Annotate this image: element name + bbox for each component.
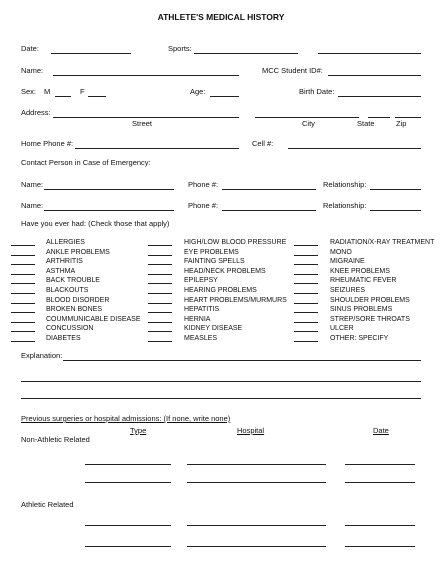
condition-checkbox-line[interactable]: [294, 341, 318, 342]
athletic-label: Athletic Related: [21, 500, 74, 509]
condition-checkbox-line[interactable]: [11, 303, 35, 304]
condition-label: SHOULDER PROBLEMS: [330, 296, 410, 304]
name-field[interactable]: [53, 75, 239, 76]
state-caption: State: [357, 119, 375, 128]
condition-checkbox-line[interactable]: [11, 274, 35, 275]
athletic-date-2[interactable]: [345, 546, 415, 547]
form-title: ATHLETE'S MEDICAL HISTORY: [157, 12, 285, 22]
sports-label: Sports:: [168, 44, 192, 53]
condition-label: KIDNEY DISEASE: [184, 325, 243, 333]
condition-label: COUMMUNICABLE DISEASE: [46, 315, 141, 323]
non-athletic-date-1[interactable]: [345, 464, 415, 465]
condition-label: ALLERGIES: [46, 239, 85, 246]
emergency-phone-label-1: Phone #:: [188, 180, 219, 189]
condition-label: STREP/SORE THROATS: [330, 315, 410, 323]
condition-checkbox-line[interactable]: [294, 312, 318, 313]
athletic-type-2[interactable]: [85, 546, 171, 547]
emergency-relationship-label-2: Relationship:: [323, 201, 367, 210]
condition-label: EPILEPSY: [184, 277, 218, 285]
emergency-name-label-2: Name:: [21, 201, 44, 210]
condition-checkbox-line[interactable]: [294, 264, 318, 265]
condition-checkbox-line[interactable]: [294, 274, 318, 275]
emergency-relationship-field-1[interactable]: [370, 189, 421, 190]
condition-checkbox-line[interactable]: [148, 341, 172, 342]
condition-checkbox-line[interactable]: [11, 245, 35, 246]
zip-caption: Zip: [396, 119, 407, 128]
condition-label: ULCER: [330, 325, 354, 333]
condition-checkbox-line[interactable]: [148, 264, 172, 265]
emergency-name-label-1: Name:: [21, 180, 44, 189]
sex-male-field[interactable]: [55, 96, 71, 97]
address-label: Address:: [21, 108, 51, 117]
home-phone-field[interactable]: [75, 148, 239, 149]
sports-field-1[interactable]: [194, 53, 298, 54]
condition-label: HEART PROBLEMS/MURMURS: [184, 296, 287, 304]
condition-checkbox-line[interactable]: [148, 303, 172, 304]
non-athletic-date-2[interactable]: [345, 482, 415, 483]
condition-label: OTHER: SPECIFY: [330, 334, 389, 342]
surgeries-hospital-header: Hospital: [237, 426, 265, 435]
emergency-relationship-field-2[interactable]: [370, 210, 421, 211]
condition-label: MIGRAINE: [330, 258, 365, 266]
condition-label: EYE PROBLEMS: [184, 248, 239, 256]
sex-label: Sex:: [21, 87, 37, 96]
condition-label: ARTHRITIS: [46, 258, 83, 266]
condition-checkbox-line[interactable]: [148, 331, 172, 332]
condition-label: DIABETES: [46, 334, 81, 342]
condition-label: RADIATION/X-RAY TREATMENT: [330, 239, 435, 246]
condition-label: BROKEN BONES: [46, 306, 103, 314]
condition-label: FAINTING SPELLS: [184, 258, 245, 266]
city-caption: City: [302, 119, 315, 128]
sports-field-2[interactable]: [318, 53, 421, 54]
non-athletic-hospital-1[interactable]: [187, 464, 326, 465]
address-state-field[interactable]: [368, 117, 390, 118]
condition-label: CONCUSSION: [46, 325, 94, 333]
birth-date-label: Birth Date:: [299, 87, 335, 96]
condition-label: MONO: [330, 248, 352, 256]
condition-checkbox-line[interactable]: [11, 312, 35, 313]
student-id-field[interactable]: [328, 75, 421, 76]
non-athletic-label: Non-Athletic Related: [21, 435, 90, 444]
non-athletic-type-1[interactable]: [85, 464, 171, 465]
sex-male-label: M: [44, 87, 51, 96]
condition-label: KNEE PROBLEMS: [330, 267, 390, 275]
condition-label: RHEUMATIC FEVER: [330, 277, 397, 285]
age-field[interactable]: [210, 96, 239, 97]
condition-checkbox-line[interactable]: [148, 245, 172, 246]
sex-female-field[interactable]: [88, 96, 106, 97]
condition-checkbox-line[interactable]: [11, 331, 35, 332]
condition-checkbox-line[interactable]: [148, 283, 172, 284]
condition-label: HEPATITIS: [184, 306, 220, 314]
address-street-field[interactable]: [53, 117, 239, 118]
condition-label: ASTHMA: [46, 267, 76, 275]
emergency-relationship-label-1: Relationship:: [323, 180, 367, 189]
condition-label: HEARING PROBLEMS: [184, 286, 257, 294]
condition-checkbox-line[interactable]: [148, 255, 172, 256]
condition-label: ANKLE PROBLEMS: [46, 248, 110, 256]
condition-checkbox-line[interactable]: [11, 255, 35, 256]
explanation-line-1[interactable]: [63, 360, 421, 361]
condition-checkbox-line[interactable]: [294, 303, 318, 304]
condition-label: BLACKOUTS: [46, 286, 89, 294]
surgeries-date-header: Date: [373, 426, 389, 435]
condition-checkbox-line[interactable]: [294, 245, 318, 246]
condition-checkbox-line[interactable]: [294, 331, 318, 332]
condition-label: HIGH/LOW BLOOD PRESSURE: [184, 239, 287, 246]
student-id-label: MCC Student ID#:: [262, 66, 323, 75]
condition-checkbox-line[interactable]: [148, 312, 172, 313]
condition-checkbox-line[interactable]: [148, 322, 172, 323]
emergency-phone-field-2[interactable]: [222, 210, 316, 211]
date-label: Date:: [21, 44, 39, 53]
athletic-hospital-1[interactable]: [187, 525, 326, 526]
non-athletic-hospital-2[interactable]: [187, 482, 326, 483]
street-caption: Street: [132, 119, 153, 128]
sex-female-label: F: [80, 87, 85, 96]
condition-checkbox-line[interactable]: [294, 255, 318, 256]
condition-checkbox-line[interactable]: [11, 341, 35, 342]
condition-checkbox-line[interactable]: [148, 293, 172, 294]
condition-label: SEIZURES: [330, 286, 366, 294]
condition-checkbox-line[interactable]: [11, 283, 35, 284]
condition-checkbox-line[interactable]: [11, 293, 35, 294]
condition-checkbox-line[interactable]: [11, 264, 35, 265]
address-city-field[interactable]: [255, 117, 359, 118]
explanation-line-2[interactable]: [21, 381, 421, 382]
birth-date-field[interactable]: [338, 96, 421, 97]
cell-field[interactable]: [288, 148, 421, 149]
emergency-contact-label: Contact Person in Case of Emergency:: [21, 158, 151, 167]
condition-label: MEASLES: [184, 334, 218, 342]
condition-label: HEAD/NECK PROBLEMS: [184, 267, 266, 275]
condition-checkbox-line[interactable]: [11, 322, 35, 323]
explanation-label: Explanation:: [21, 351, 63, 360]
condition-label: BLOOD DISORDER: [46, 296, 110, 304]
condition-checkbox-line[interactable]: [294, 322, 318, 323]
condition-label: SINUS PROBLEMS: [330, 306, 393, 314]
athletic-date-1[interactable]: [345, 525, 415, 526]
conditions-prompt: Have you ever had: (Check those that apply): [21, 219, 170, 228]
surgeries-prompt: Previous surgeries or hospital admissions: (If none, write none): [21, 414, 231, 423]
explanation-line-3[interactable]: [21, 398, 421, 399]
home-phone-label: Home Phone #:: [21, 139, 74, 148]
emergency-name-field-2[interactable]: [44, 210, 174, 211]
emergency-phone-field-1[interactable]: [222, 189, 316, 190]
condition-label: BACK TROUBLE: [46, 277, 100, 285]
condition-checkbox-line[interactable]: [294, 293, 318, 294]
condition-checkbox-line[interactable]: [148, 274, 172, 275]
emergency-name-field-1[interactable]: [44, 189, 174, 190]
athletic-hospital-2[interactable]: [187, 546, 326, 547]
non-athletic-type-2[interactable]: [85, 482, 171, 483]
cell-label: Cell #:: [252, 139, 274, 148]
condition-checkbox-line[interactable]: [294, 283, 318, 284]
age-label: Age:: [190, 87, 206, 96]
emergency-phone-label-2: Phone #:: [188, 201, 219, 210]
name-label: Name:: [21, 66, 44, 75]
date-field[interactable]: [51, 53, 131, 54]
surgeries-type-header: Type: [130, 426, 147, 435]
athletic-type-1[interactable]: [85, 525, 171, 526]
condition-label: HERNIA: [184, 315, 211, 323]
address-zip-field[interactable]: [395, 117, 421, 118]
